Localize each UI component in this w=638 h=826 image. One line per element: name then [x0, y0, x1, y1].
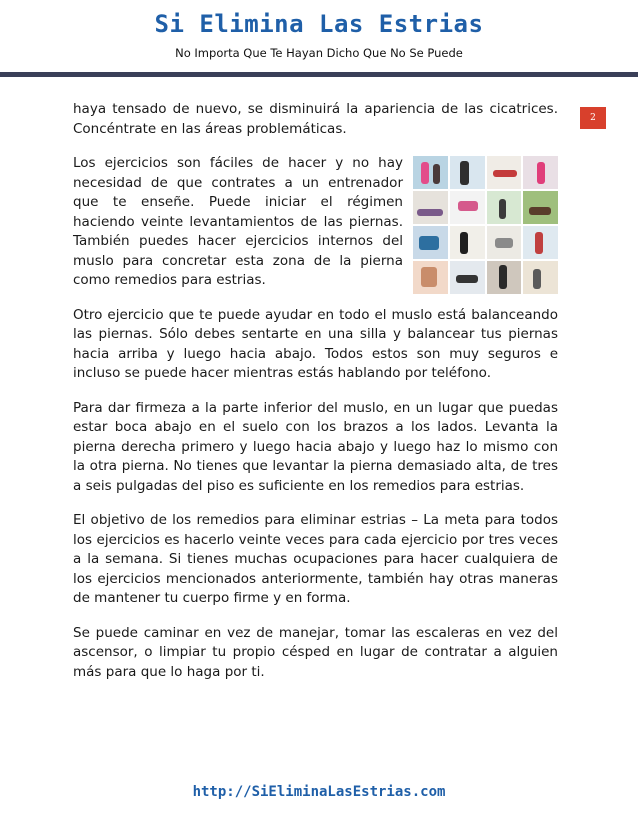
- collage-tile: [450, 191, 485, 224]
- collage-tile: [523, 156, 558, 189]
- collage-tile: [450, 156, 485, 189]
- collage-tile: [523, 261, 558, 294]
- collage-tile: [487, 261, 522, 294]
- page-subtitle: No Importa Que Te Hayan Dicho Que No Se Puede: [175, 46, 463, 60]
- collage-tile: [450, 226, 485, 259]
- paragraph-5: El objetivo de los remedios para eliminar estrias – La meta para todos los ejercicios es hacerlo veinte veces para cada ejercicio por tres veces a la semana. Si tienes muchas ocupaciones para hacer cualquiera de los ejercicios mencionados anteriormente, también hay otras maneras de mantener tu cuerpo firme y en forma.: [73, 512, 558, 606]
- collage-tile: [413, 191, 448, 224]
- page-title: Si Elimina Las Estrias: [154, 10, 484, 38]
- footer-url-link[interactable]: http://SiEliminaLasEstrias.com: [192, 784, 446, 800]
- page-header: [0, 0, 638, 80]
- collage-tile: [523, 191, 558, 224]
- page-number-badge: 2: [580, 107, 606, 129]
- paragraph-1: haya tensado de nuevo, se disminuirá la apariencia de las cicatrices. Concéntrate en las áreas problemáticas.: [73, 101, 558, 137]
- collage-tile: [413, 156, 448, 189]
- collage-tile: [523, 226, 558, 259]
- paragraph-4: Para dar firmeza a la parte inferior del muslo, en un lugar que puedas estar boca abajo en el suelo con los brazos a los lados. Levanta la pierna derecha primero y luego hacia abajo y luego haz lo mismo con la otra pierna. No tienes que levantar la pierna demasiado alta, de tres a seis pulgadas del piso es suficiente en los remedios para estrias.: [73, 399, 558, 494]
- paragraph-3: Otro ejercicio que te puede ayudar en todo el muslo está balanceando las piernas. Sólo debes sentarte en una silla y balancear tus piernas hacia arriba y luego hacia abajo. Todos estos son muy seguros e incluso se puede hacer mientras estás hablando por teléfono.: [73, 306, 558, 381]
- exercise-photo-collage: [413, 156, 558, 294]
- paragraph-2: Los ejercicios son fáciles de hacer y no hay necesidad de que contrates a un entrenador que te enseñe. Puede iniciar el régimen haciendo veinte levantamientos de las piernas. También puedes hacer ejercicios internos del muslo para concretar esta zona de la pierna como remedios para estrias.: [73, 155, 403, 288]
- collage-tile: [487, 156, 522, 189]
- text-with-image-row: [73, 154, 558, 306]
- header-divider: [0, 72, 638, 77]
- collage-tile: [450, 261, 485, 294]
- collage-tile: [487, 226, 522, 259]
- article-body: [73, 100, 558, 697]
- collage-tile: [413, 261, 448, 294]
- collage-tile: [413, 226, 448, 259]
- paragraph-6: Se puede caminar en vez de manejar, tomar las escaleras en vez del ascensor, o limpiar tu propio césped en lugar de contratar a alguien más para que lo haga por ti.: [73, 624, 558, 680]
- collage-tile: [487, 191, 522, 224]
